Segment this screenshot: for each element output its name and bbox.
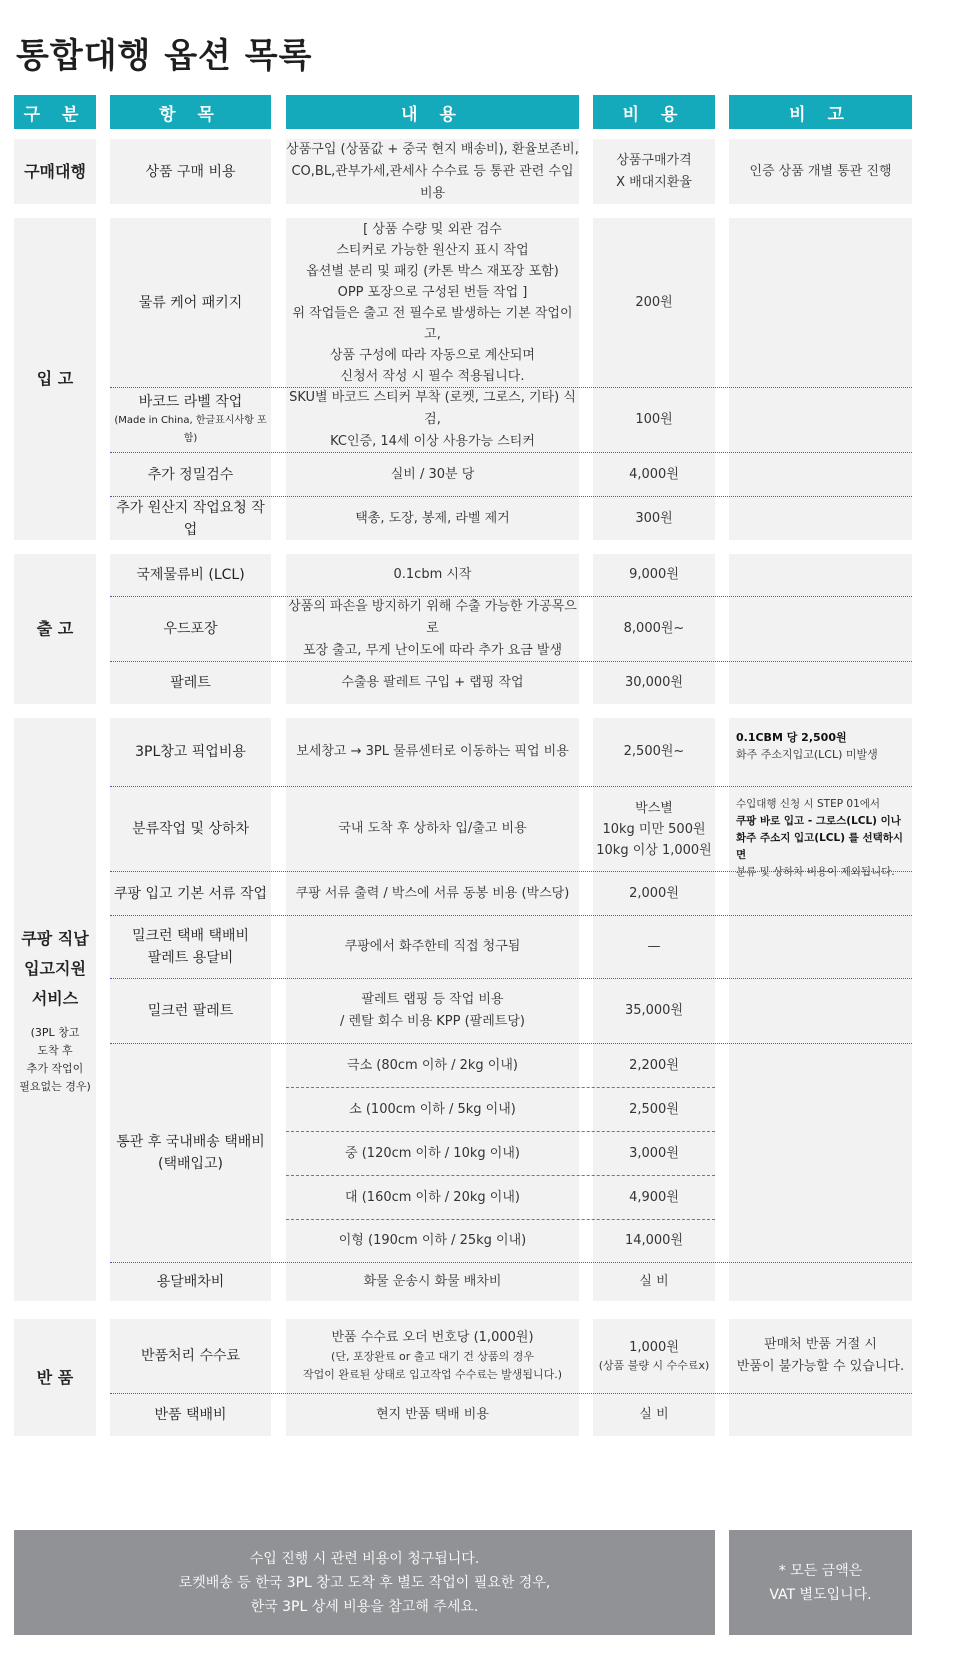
row-item: 용달배차비 <box>156 1274 225 1290</box>
row-remarks: 인증 상품 개별 통관 진행 <box>749 163 892 179</box>
sub-row-cost: 3,000원 <box>629 1145 679 1161</box>
row-content: 쿠팡에서 화주한테 직접 청구됨 <box>344 939 521 954</box>
row-cost: — <box>647 939 661 954</box>
row-item: 밀크런 택배 택배비 팔레트 용달비 <box>131 928 250 966</box>
row-cost: 8,000원~ <box>623 621 685 636</box>
header-category: 구 분 <box>14 95 96 129</box>
row-cost: 100원 <box>635 412 673 427</box>
header-content: 내 용 <box>286 95 579 129</box>
row-content: 0.1cbm 시작 <box>393 567 472 582</box>
row-cost: 상품구매가격 X 배대지환율 <box>616 152 692 190</box>
row-item: 쿠팡 입고 기본 서류 작업 <box>113 885 268 902</box>
row-cost: 35,000원 <box>624 1003 684 1018</box>
category-inbound: 입 고 <box>36 369 74 388</box>
sub-row-content: 소 (100cm 이하 / 5kg 이내) <box>349 1101 516 1117</box>
row-content: 반품 수수료 오더 번호당 (1,000원) (단, 포장완료 or 출고 대기 건 상품의 경우 작업이 완료된 상태로 입고작업 수수료는 발생됩니다.) <box>302 1330 563 1381</box>
sub-row-content: 대 (160cm 이하 / 20kg 이내) <box>345 1189 520 1205</box>
row-content: 화물 운송시 화물 배차비 <box>363 1274 502 1289</box>
row-content: 팔레트 랩핑 등 작업 비용 / 렌탈 회수 비용 KPP (팔레트당) <box>340 992 525 1029</box>
row-item: 통관 후 국내배송 택배비 (택배입고) <box>116 1134 265 1172</box>
row-item: 우드포장 <box>163 621 218 637</box>
sub-row-cost: 4,900원 <box>629 1189 679 1205</box>
row-item: 반품처리 수수료 <box>140 1348 241 1364</box>
sub-row-content: 중 (120cm 이하 / 10kg 이내) <box>345 1145 520 1161</box>
sub-row-content: 극소 (80cm 이하 / 2kg 이내) <box>347 1057 518 1073</box>
sub-row-cost: 14,000원 <box>624 1233 684 1248</box>
row-cost: 200원 <box>635 294 673 310</box>
row-cost: 실 비 <box>639 1407 669 1422</box>
row-content: [ 상품 수량 및 외관 검수 스티커로 가능한 원산지 표시 작업 옵션별 분리 및 패킹 (카톤 박스 재포장 포함) OPP 포장으로 구성된 번들 작업 ] 위 작업들은 출고 전 필수로 발생하는 기본 작업이고, 상품 구성에 따라 자동으로 계산되며 신청서 작성 시 필수 적용됩니다. <box>292 221 573 384</box>
row-content: 보세창고 → 3PL 물류센터로 이동하는 픽업 비용 <box>296 744 569 759</box>
row-cost: 2,500원~ <box>623 744 685 759</box>
section-inbound-remarks-box <box>729 218 912 540</box>
row-content: 수출용 팔레트 구입 + 랩핑 작업 <box>341 675 524 690</box>
page-title: 통합대행 옵션 목록 <box>16 36 313 76</box>
sub-row-content: 이형 (190cm 이하 / 25kg 이내) <box>338 1233 527 1248</box>
row-item: 국제물류비 (LCL) <box>136 567 245 583</box>
sub-row-cost: 2,200원 <box>629 1057 679 1073</box>
row-cost: 실 비 <box>639 1274 669 1289</box>
row-content: 상품의 파손을 방지하기 위해 수출 가능한 가공목으로 포장 출고, 무게 난이도에 따라 추가 요금 발생 <box>288 599 577 658</box>
category-outbound: 출 고 <box>36 619 74 638</box>
category-purchase: 구매대행 <box>24 161 86 181</box>
row-remarks: 수입대행 신청 시 STEP 01에서 쿠팡 바로 입고 - 그로스(LCL) 이나 화주 주소지 입고(LCL) 를 선택하시면 분류 및 상하차 비용이 제외됩니다. <box>736 798 904 878</box>
footer-note: 수입 진행 시 관련 비용이 청구됩니다. 로켓배송 등 한국 3PL 창고 도착 후 별도 작업이 필요한 경우, 한국 3PL 상세 비용을 참고해 주세요. <box>14 1530 715 1635</box>
row-content: 실비 / 30분 당 <box>390 466 475 482</box>
row-item: 3PL창고 픽업비용 <box>135 744 246 760</box>
section-outbound-remarks-box <box>729 554 912 704</box>
row-content: 상품구입 (상품값 + 중국 현지 배송비), 환율보존비, CO,BL,관부가세,관세사 수수료 등 통관 관련 수입비용 <box>286 141 579 201</box>
header-remarks: 비 고 <box>729 95 912 129</box>
row-content: SKU별 바코드 스티커 부착 (로켓, 그로스, 기타) 식검, KC인증, 14세 이상 사용가능 스티커 <box>289 390 576 449</box>
category-coupang: 쿠팡 직납 입고지원 서비스 (3PL 창고 도착 후 추가 작업이 필요없는 경우) <box>19 928 91 1093</box>
row-item: 반품 택배비 <box>154 1407 227 1423</box>
row-cost: 4,000원 <box>629 466 679 482</box>
row-cost: 9,000원 <box>629 567 679 582</box>
row-item: 바코드 라벨 작업 (Made in China, 한글표시사항 포함) <box>114 394 267 444</box>
row-item: 물류 케어 패키지 <box>138 294 243 311</box>
row-item: 추가 정밀검수 <box>147 466 234 483</box>
row-cost: 30,000원 <box>624 675 684 690</box>
row-cost: 300원 <box>635 510 673 526</box>
row-content: 현지 반품 택배 비용 <box>376 1407 489 1422</box>
row-cost: 박스별 10kg 미만 500원 10kg 이상 1,000원 <box>596 800 712 858</box>
row-cost: 1,000원 (상품 불량 시 수수료x) <box>598 1339 710 1372</box>
row-remarks: 판매처 반품 거절 시 반품이 불가능할 수 있습니다. <box>736 1337 905 1374</box>
row-item: 팔레트 <box>170 675 211 691</box>
footer-vat-note: * 모든 금액은 VAT 별도입니다. <box>729 1530 912 1635</box>
category-returns: 반 품 <box>36 1367 74 1387</box>
header-cost: 비 용 <box>593 95 715 129</box>
row-content: 택총, 도장, 봉제, 라벨 제거 <box>355 510 510 526</box>
row-item: 밀크런 팔레트 <box>147 1003 234 1019</box>
row-content: 국내 도착 후 상하차 입/출고 비용 <box>338 821 527 836</box>
row-content: 쿠팡 서류 출력 / 박스에 서류 동봉 비용 (박스당) <box>295 885 570 901</box>
row-item: 분류작업 및 상하차 <box>131 821 250 837</box>
row-remarks: 0.1CBM 당 2,500원 화주 주소지입고(LCL) 미발생 <box>736 731 878 761</box>
row-cost: 2,000원 <box>629 885 679 901</box>
sub-row-cost: 2,500원 <box>629 1101 679 1117</box>
row-item: 상품 구매 비용 <box>145 163 236 180</box>
row-item: 추가 원산지 작업요청 작업 <box>116 499 265 538</box>
header-item: 항 목 <box>110 95 271 129</box>
